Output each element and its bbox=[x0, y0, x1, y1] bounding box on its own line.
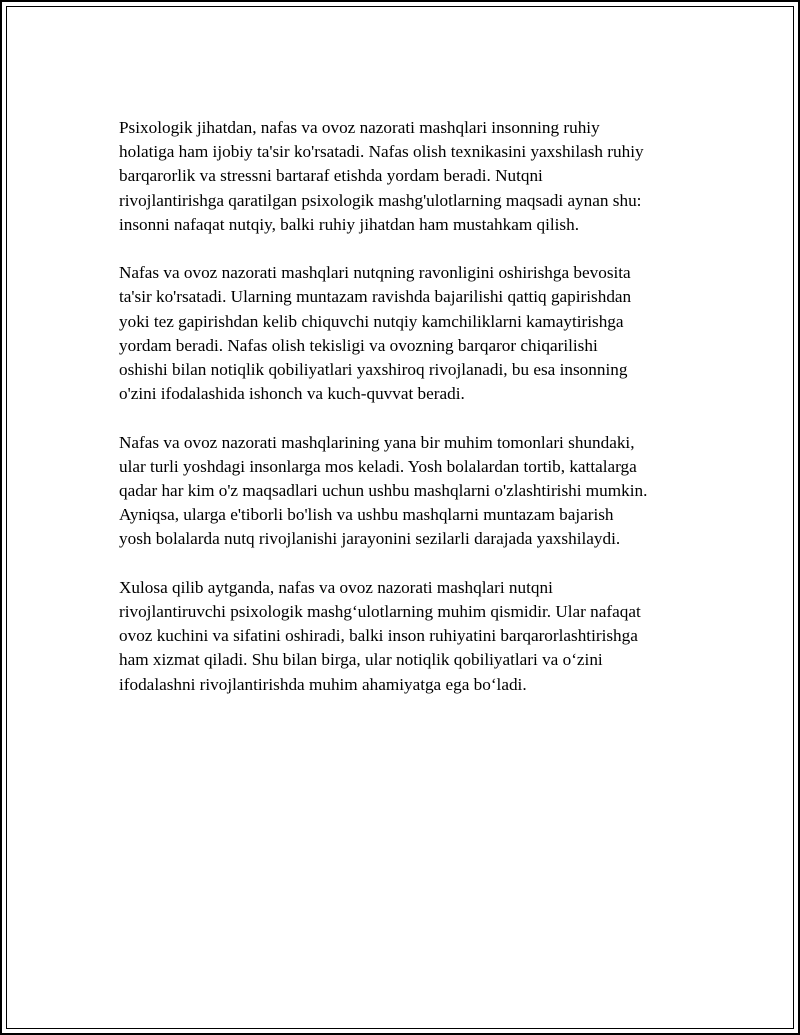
paragraph-line: rivojlantiruvchi psixologik mashg‘ulotlarning muhim qismidir. Ular nafaqat bbox=[119, 602, 641, 622]
paragraph-line: yordam beradi. Nafas olish tekisligi va ovozning barqaror chiqarilishi bbox=[119, 335, 598, 355]
paragraph-line: ham xizmat qiladi. Shu bilan birga, ular notiqlik qobiliyatlari va o‘zini bbox=[119, 650, 603, 670]
paragraph-line: oshishi bilan notiqlik qobiliyatlari yaxshiroq rivojlanadi, bu esa insonning bbox=[119, 360, 628, 380]
paragraph-2 bbox=[119, 261, 699, 406]
paragraph-4 bbox=[119, 576, 699, 697]
paragraph-line: rivojlantirishga qaratilgan psixologik mashg'ulotlarning maqsadi aynan shu: bbox=[119, 190, 642, 210]
paragraph-line: barqarorlik va stressni bartaraf etishda yordam beradi. Nutqni bbox=[119, 166, 543, 186]
paragraph-line: Nafas va ovoz nazorati mashqlari nutqning ravonligini oshirishga bevosita bbox=[119, 263, 631, 283]
paragraph-3 bbox=[119, 431, 699, 552]
paragraph-line: holatiga ham ijobiy ta'sir ko'rsatadi. Nafas olish texnikasini yaxshilash ruhiy bbox=[119, 142, 644, 162]
paragraph-line: ovoz kuchini va sifatini oshiradi, balki inson ruhiyatini barqarorlashtirishga bbox=[119, 626, 638, 646]
paragraph-line: o'zini ifodalashida ishonch va kuch-quvvat beradi. bbox=[119, 384, 465, 404]
paragraph-line: ta'sir ko'rsatadi. Ularning muntazam ravishda bajarilishi qattiq gapirishdan bbox=[119, 287, 632, 307]
document-body bbox=[119, 116, 699, 721]
paragraph-line: ular turli yoshdagi insonlarga mos keladi. Yosh bolalardan tortib, kattalarga bbox=[119, 456, 637, 476]
paragraph-line: Psixologik jihatdan, nafas va ovoz nazorati mashqlari insonning ruhiy bbox=[119, 118, 600, 137]
paragraph-line: Ayniqsa, ularga e'tiborli bo'lish va ushbu mashqlarni muntazam bajarish bbox=[119, 505, 614, 525]
paragraph-line: insonni nafaqat nutqiy, balki ruhiy jihatdan ham mustahkam qilish. bbox=[119, 214, 580, 234]
paragraph-line: Nafas va ovoz nazorati mashqlarining yana bir muhim tomonlari shundaki, bbox=[119, 432, 635, 452]
paragraph-line: ifodalashni rivojlantirishda muhim ahamiyatga ega bo‘ladi. bbox=[119, 674, 527, 694]
paragraph-line: Xulosa qilib aytganda, nafas va ovoz nazorati mashqlari nutqni bbox=[119, 577, 553, 597]
paragraph-1 bbox=[119, 116, 699, 237]
paragraph-line: qadar har kim o'z maqsadlari uchun ushbu mashqlarni o'zlashtirishi mumkin. bbox=[119, 481, 648, 501]
paragraph-line: yoki tez gapirishdan kelib chiquvchi nutqiy kamchiliklarni kamaytirishga bbox=[119, 311, 624, 331]
paragraph-line: yosh bolalarda nutq rivojlanishi jarayonini sezilarli darajada yaxshilaydi. bbox=[119, 529, 621, 549]
